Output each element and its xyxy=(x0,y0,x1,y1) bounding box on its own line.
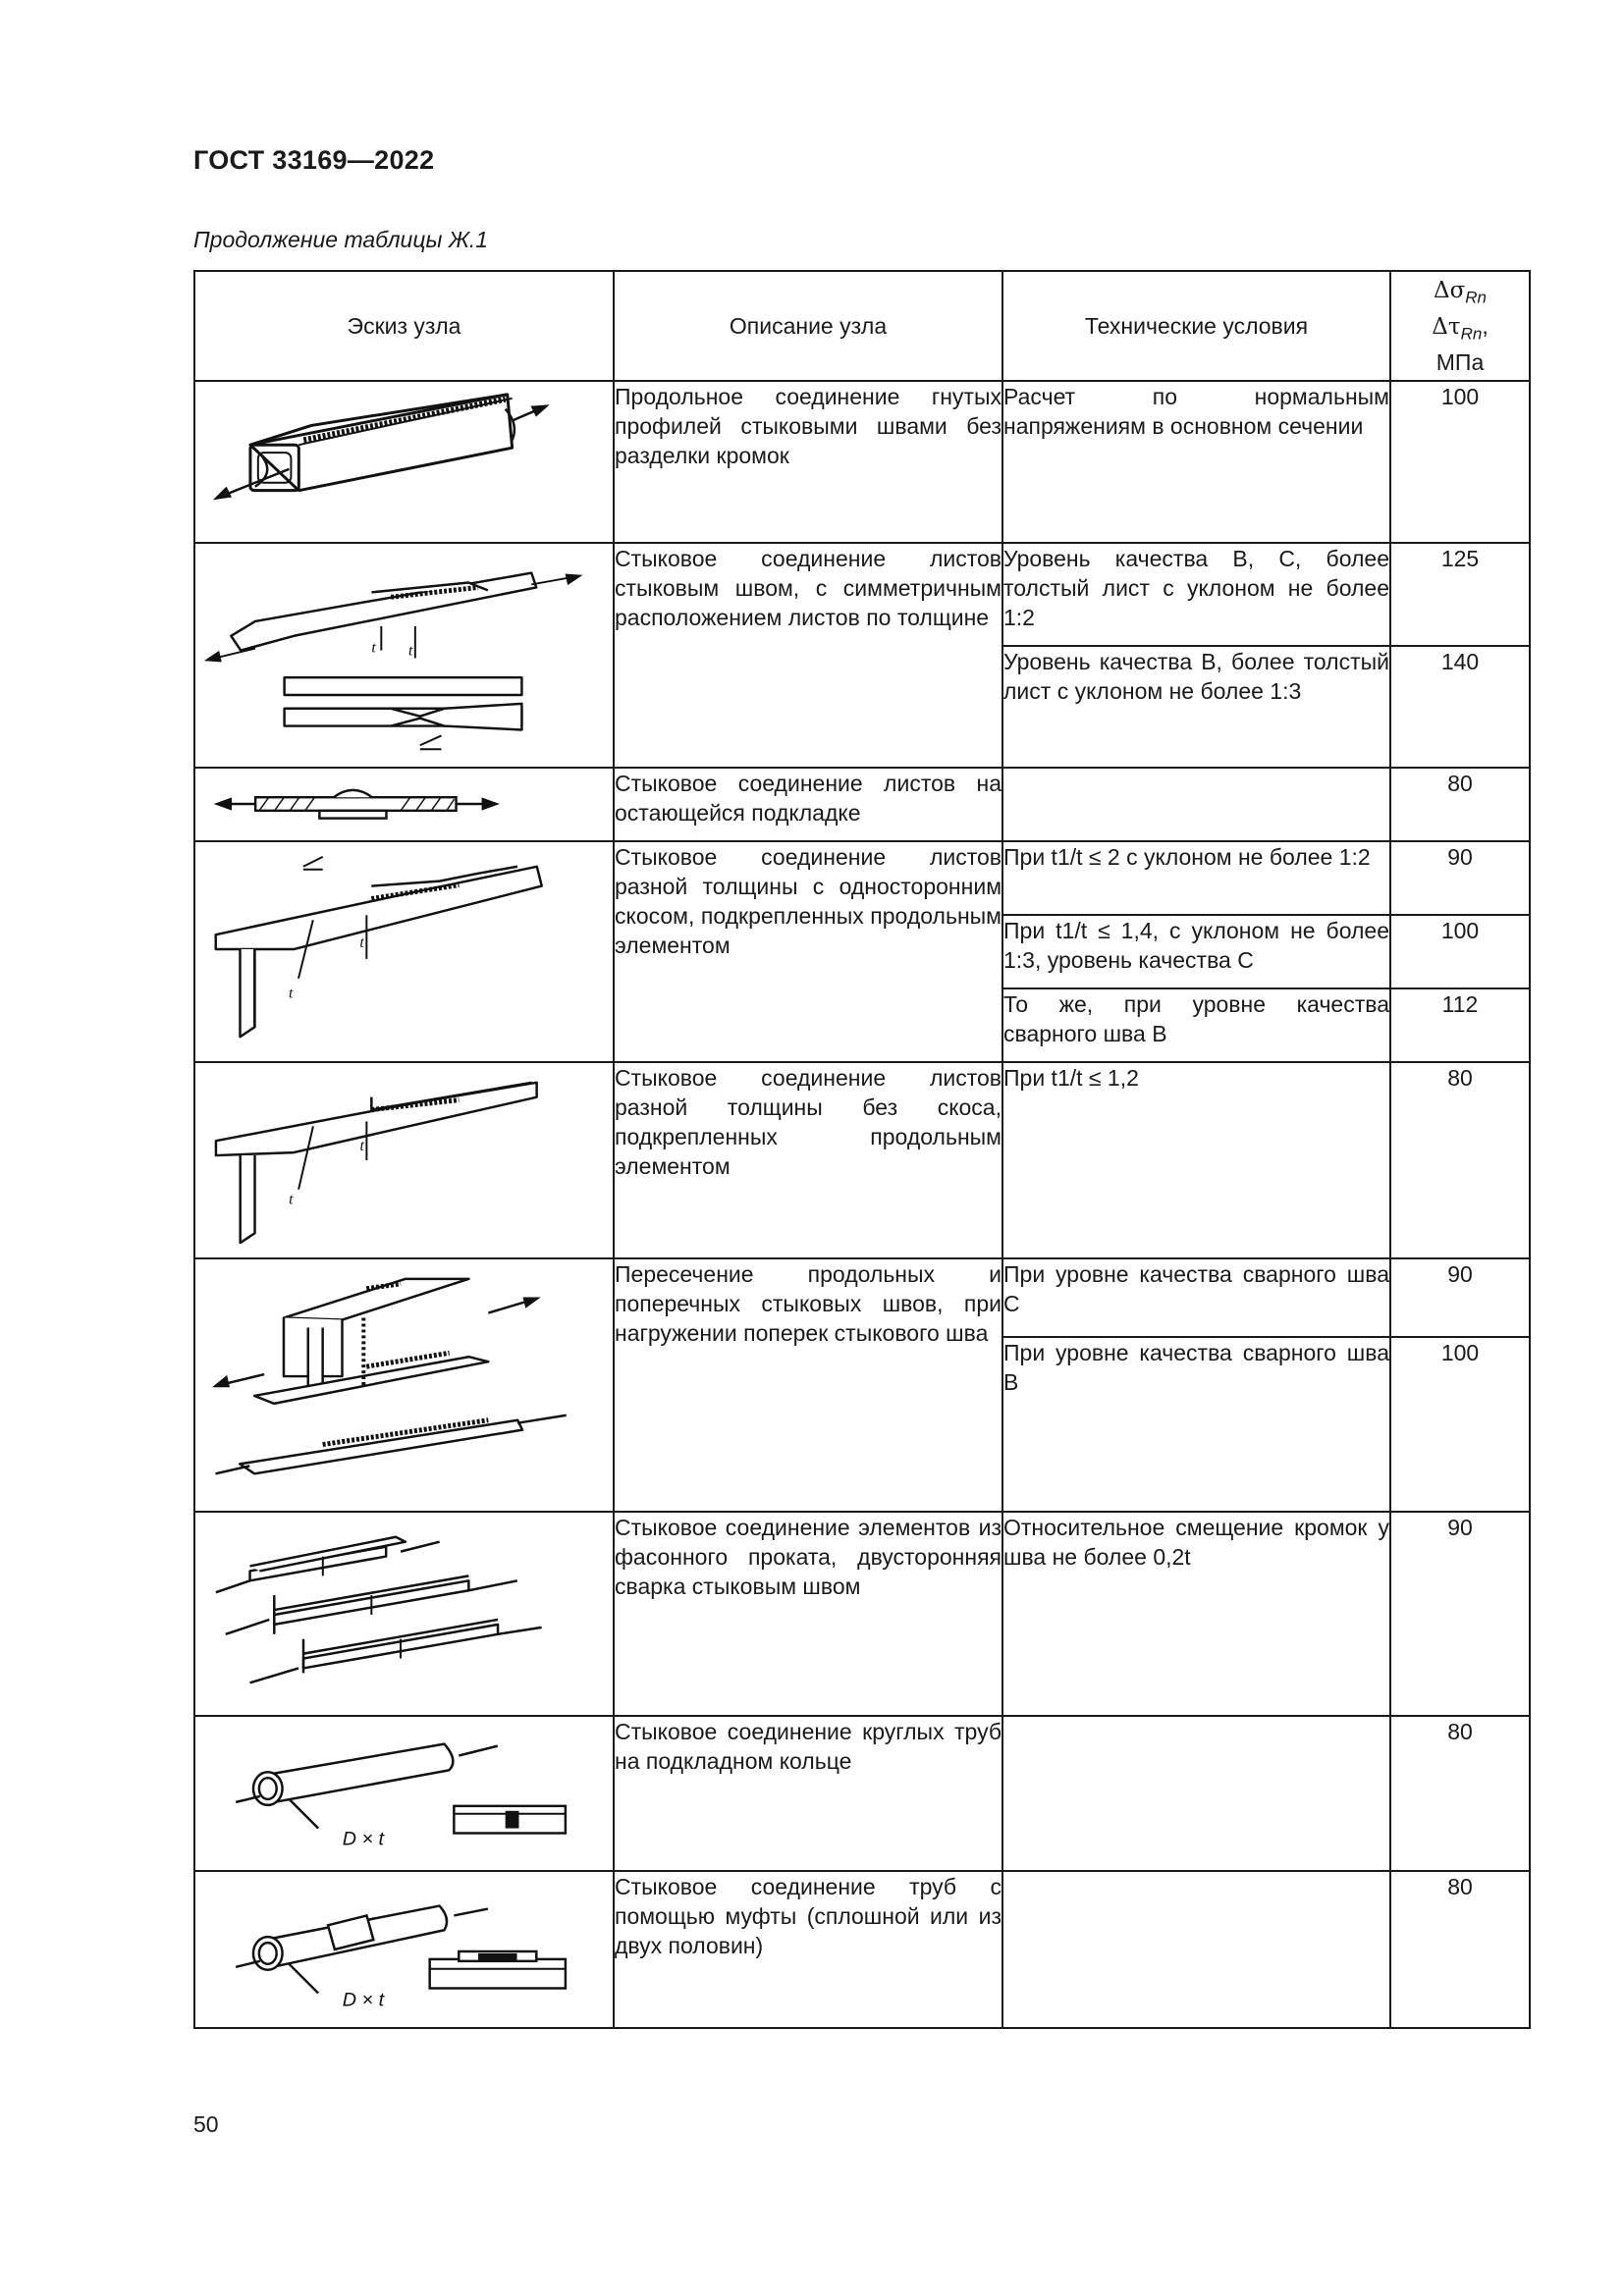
page-number: 50 xyxy=(193,2111,219,2137)
document-header: ГОСТ 33169—2022 xyxy=(193,145,435,175)
table-row xyxy=(194,1062,1530,1258)
row-condition: То же, при уровне качества сварного шва B xyxy=(1002,988,1390,1062)
svg-text:t: t xyxy=(359,1138,364,1155)
sketch-stepped-joint-icon xyxy=(194,1062,614,1258)
row-description: Стыковое соединение труб с помощью муфты (сплошной или из двух половин) xyxy=(614,1871,1002,2028)
table-row xyxy=(194,1258,1530,1337)
row-condition-empty xyxy=(1002,1716,1390,1871)
row-stress-value: 100 xyxy=(1390,381,1530,543)
table-row xyxy=(194,1871,1530,2028)
table-row xyxy=(194,543,1530,646)
svg-text:t: t xyxy=(289,985,294,1002)
row-description: Пересечение продольных и поперечных стыковых швов, при нагружении поперек стыкового шва xyxy=(614,1258,1002,1512)
col-header-sketch: Эскиз узла xyxy=(194,271,614,381)
row-description: Стыковое соединение листов разной толщины с односторонним скосом, подкрепленных продольным элементом xyxy=(614,841,1002,1062)
sketch-tapered-joint-icon xyxy=(194,841,614,1062)
row-condition-empty xyxy=(1002,1871,1390,2028)
col-header-conditions: Технические условия xyxy=(1002,271,1390,381)
svg-text:t: t xyxy=(289,1191,294,1208)
row-description: Стыковое соединение листов стыковым швом, с симметричным расположением листов по толщине xyxy=(614,543,1002,768)
row-condition: При уровне качества сварного шва C xyxy=(1002,1258,1390,1337)
table-row xyxy=(194,381,1530,543)
table-caption: Продолжение таблицы Ж.1 xyxy=(193,227,489,252)
col-header-description: Описание узла xyxy=(614,271,1002,381)
row-stress-value: 80 xyxy=(1390,768,1530,841)
sketch-rectangular-tube-icon xyxy=(194,381,614,543)
row-description: Продольное соединение гнутых профилей стыковыми швами без разделки кромок xyxy=(614,381,1002,543)
row-condition: При t1/t ≤ 1,2 xyxy=(1002,1062,1390,1258)
table-row xyxy=(194,1512,1530,1716)
row-stress-value: 80 xyxy=(1390,1871,1530,2028)
table-header-row xyxy=(194,271,1530,381)
row-description: Стыковое соединение листов на остающейся подкладке xyxy=(614,768,1002,841)
row-stress-value: 100 xyxy=(1390,1337,1530,1512)
row-description: Стыковое соединение элементов из фасонного проката, двусторонняя сварка стыковым швом xyxy=(614,1512,1002,1716)
svg-text:t: t xyxy=(371,639,376,657)
stress-sub-1: Rn xyxy=(1465,289,1488,307)
row-condition: Уровень качества B, C, более толстый лист с уклоном не более 1:2 xyxy=(1002,543,1390,646)
sketch-backing-strip-icon xyxy=(194,768,614,841)
col-header-stress xyxy=(1390,271,1530,381)
row-stress-value: 80 xyxy=(1390,1716,1530,1871)
row-condition-empty xyxy=(1002,768,1390,841)
row-stress-value: 140 xyxy=(1390,646,1530,768)
row-condition: При t1/t ≤ 2 с уклоном не более 1:2 xyxy=(1002,841,1390,915)
stress-unit: МПа xyxy=(1435,348,1485,375)
row-stress-value: 112 xyxy=(1390,988,1530,1062)
stress-symbol-sigma: Δσ xyxy=(1433,278,1466,304)
sketch-butt-joint-icon xyxy=(194,543,614,768)
row-stress-value: 90 xyxy=(1390,841,1530,915)
row-condition: При t1/t ≤ 1,4, с уклоном не более 1:3, уровень качества C xyxy=(1002,915,1390,988)
row-stress-value: 80 xyxy=(1390,1062,1530,1258)
row-condition: Относительное смещение кромок у шва не более 0,2t xyxy=(1002,1512,1390,1716)
sketch-pipe-ring-icon xyxy=(194,1716,614,1871)
sketch-crossing-seams-icon xyxy=(194,1258,614,1512)
row-stress-value: 125 xyxy=(1390,543,1530,646)
svg-text:t: t xyxy=(359,934,364,952)
row-condition: При уровне качества сварного шва B xyxy=(1002,1337,1390,1512)
row-description: Стыковое соединение круглых труб на подкладном кольце xyxy=(614,1716,1002,1871)
dim-label-1: D × t xyxy=(342,1828,385,1850)
stress-symbol-tau: Δτ xyxy=(1432,314,1461,340)
row-condition: Уровень качества B, более толстый лист с уклоном не более 1:3 xyxy=(1002,646,1390,768)
sketch-pipe-sleeve-icon xyxy=(194,1871,614,2028)
table-row xyxy=(194,1716,1530,1871)
sketch-rolled-sections-icon xyxy=(194,1512,614,1716)
table-row xyxy=(194,768,1530,841)
row-condition: Расчет по нормальным напряжениям в основном сечении xyxy=(1002,381,1390,543)
joint-table xyxy=(193,270,1531,2029)
row-stress-value: 100 xyxy=(1390,915,1530,988)
stress-sub-2: Rn xyxy=(1460,324,1483,344)
row-description: Стыковое соединение листов разной толщины без скоса, подкрепленных продольным элементом xyxy=(614,1062,1002,1258)
table-row xyxy=(194,841,1530,915)
row-stress-value: 90 xyxy=(1390,1258,1530,1337)
row-stress-value: 90 xyxy=(1390,1512,1530,1716)
stress-comma: , xyxy=(1482,313,1489,339)
dim-label-2: D × t xyxy=(342,1989,385,2011)
svg-text:t: t xyxy=(407,642,413,660)
